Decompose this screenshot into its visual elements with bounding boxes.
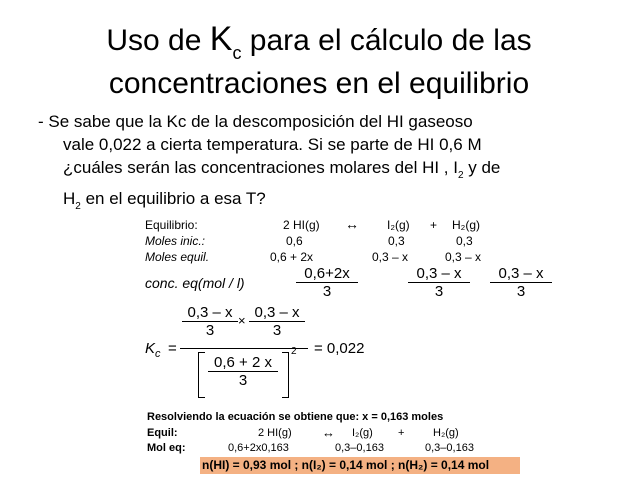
inic-i2: 0,3 [388, 234, 405, 248]
solution-equil-h2: H₂(g) [433, 427, 459, 439]
problem-line-3-sub: 2 [457, 170, 464, 181]
conc-hi-den: 3 [322, 283, 332, 300]
solution-line: Resolviendo la ecuación se obtiene que: x = 0,163 moles [147, 411, 444, 423]
solution-equil-label: Equil: [147, 427, 178, 439]
equilibrio-label: Equilibrio: [145, 218, 198, 232]
reaction-h2: H₂(g) [452, 218, 480, 232]
title-k-sub: c [232, 43, 242, 63]
conc-i2-num: 0,3 – x [408, 265, 470, 283]
solution-arrow: ↔ [322, 425, 335, 440]
conc-hi-fraction [296, 265, 358, 300]
solution-plus: + [398, 427, 405, 439]
problem-line-4-sub: 2 [75, 201, 81, 212]
conc-h2-num: 0,3 – x [490, 265, 552, 283]
kc-lhs-sub: c [155, 348, 161, 360]
problem-line-4a: H [63, 189, 76, 208]
kc-num1: 0,3 – x [182, 304, 238, 322]
equil-h2: 0,3 – x [445, 250, 482, 264]
conc-hi-num: 0,6+2x [296, 265, 358, 283]
inic-h2: 0,3 [456, 234, 473, 248]
kc-eq-sign: = [168, 340, 177, 357]
problem-line-1: - Se sabe que la Kc de la descomposición del HI gaseoso [38, 112, 473, 131]
inic-hi: 0,6 [286, 234, 303, 248]
kc-result: = 0,022 [314, 340, 365, 357]
conc-i2-den: 3 [434, 283, 444, 300]
problem-line-3a: ¿cuáles serán las concentraciones molares del HI , I [63, 158, 458, 177]
kc-num2: 0,3 – x [249, 304, 305, 322]
kc-num1-fraction [182, 304, 238, 339]
problem-line-3b: y de [463, 158, 501, 177]
kc-times: × [238, 313, 246, 328]
title-prefix: Uso de [106, 24, 210, 57]
title-k: K [209, 20, 233, 58]
kc-num2-den: 3 [272, 322, 282, 339]
kc-bracket-right [282, 352, 289, 398]
moles-inic-label: Moles inic.: [145, 234, 206, 248]
equil-i2: 0,3 – x [372, 250, 409, 264]
conc-h2-fraction [490, 265, 552, 300]
kc-lhs [145, 340, 161, 360]
problem-line-4b: en el equilibrio a esa T? [80, 189, 266, 208]
conc-h2-den: 3 [516, 283, 526, 300]
problem-statement [38, 110, 628, 218]
kc-den-num: 0,6 + 2 x [208, 354, 278, 372]
kc-den-fraction [208, 354, 278, 389]
solution-moleq-label: Mol eq: [147, 442, 186, 454]
moles-equil-label: Moles equil. [145, 250, 210, 264]
solution-moleq-h2: 0,3–0,163 [425, 442, 474, 454]
conc-label: conc. eq(mol / l) [145, 275, 245, 291]
reaction-hi: 2 HI(g) [283, 218, 320, 232]
kc-num1-den: 3 [205, 322, 215, 339]
solution-moleq-i2: 0,3–0,163 [335, 442, 384, 454]
conc-i2-fraction [408, 265, 470, 300]
kc-den-den: 3 [238, 372, 248, 389]
kc-exponent: 2 [291, 346, 297, 357]
title-suffix: para el cálculo de las [241, 24, 532, 57]
kc-num2-fraction [249, 304, 305, 339]
problem-line-2: vale 0,022 a cierta temperatura. Si se parte de HI 0,6 M [63, 135, 482, 154]
slide-title-line2: concentraciones en el equilibrio [108, 67, 530, 100]
kc-main-fraction-bar [180, 348, 308, 349]
problem-line-3 [38, 156, 628, 187]
reaction-arrow: ↔ [345, 216, 359, 232]
reaction-i2: I₂(g) [387, 218, 410, 232]
kc-lhs-k: K [145, 340, 156, 357]
solution-equil-i2: I₂(g) [352, 427, 373, 439]
result-text: n(HI) = 0,93 mol ; n(I₂) = 0,14 mol ; n(H₂) = 0,14 mol [202, 458, 490, 472]
problem-line-4 [38, 187, 628, 218]
solution-moleq-hi: 0,6+2x0,163 [228, 442, 289, 454]
equil-hi: 0,6 + 2x [270, 250, 314, 264]
solution-equil-hi: 2 HI(g) [258, 427, 292, 439]
reaction-plus: + [430, 218, 438, 232]
kc-bracket-left [198, 352, 205, 398]
